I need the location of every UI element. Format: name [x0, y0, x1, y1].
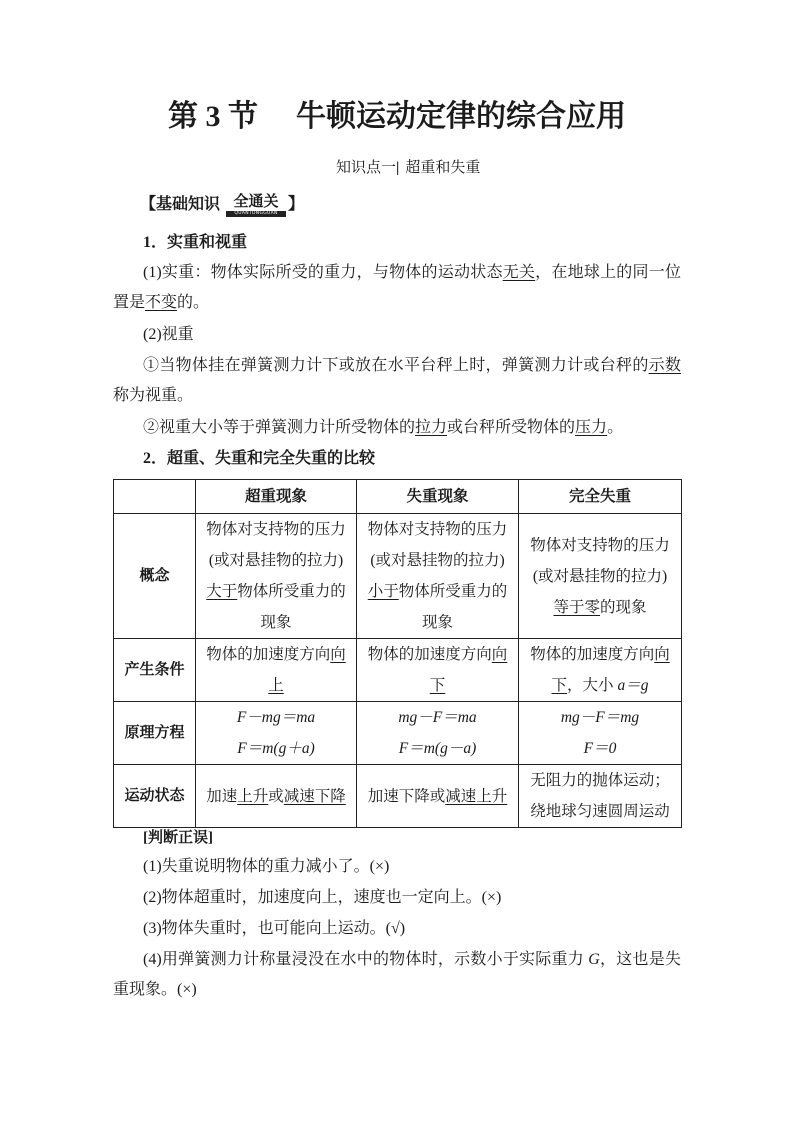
- knowledge-point-label: 知识点一: [336, 160, 397, 176]
- equation-underweight-cell: [357, 702, 519, 765]
- cell-answer: 大于: [206, 583, 238, 600]
- cell-answer: 减速下降: [283, 787, 346, 805]
- cell-formula: mg－F＝ma: [398, 709, 477, 726]
- cell-text: 物体的加速度方向: [206, 646, 331, 663]
- table-row-motion: [114, 765, 682, 828]
- apparent-weight-2-text-2: 或台秤所受物体的: [447, 419, 576, 436]
- cell-formula: F－mg＝ma: [236, 709, 316, 726]
- cell-line: [519, 670, 681, 701]
- comparison-table: [113, 479, 682, 828]
- motion-weightless-cell: [519, 765, 682, 828]
- cell-text: 加速: [206, 787, 238, 805]
- apparent-weight-1-line1: [143, 356, 681, 376]
- concept-underweight-cell: [357, 514, 519, 639]
- knowledge-point-topic: 超重和失重: [405, 160, 481, 176]
- apparent-weight-heading: (2)视重: [143, 326, 194, 343]
- cell-formula: F＝0: [583, 740, 617, 757]
- badge-highlight: 全通关: [233, 194, 279, 210]
- cell-formula: F＝m(g－a): [398, 740, 477, 757]
- real-weight-text-3: 置是: [113, 294, 146, 311]
- cell-formula: F＝m(g＋a): [237, 740, 315, 757]
- concept-weightless-cell: [519, 514, 682, 639]
- judgement-item-2: (2)物体超重时，加速度向上，速度也一定向上。(×): [143, 889, 502, 906]
- apparent-weight-2-answer-1: 拉力: [415, 419, 448, 436]
- apparent-weight-2-answer-2: 压力: [575, 419, 608, 436]
- cell-line: [196, 670, 356, 701]
- row-label-equation: 原理方程: [114, 702, 196, 765]
- knowledge-point-subtitle: [336, 158, 480, 178]
- row-label-condition: 产生条件: [114, 639, 196, 702]
- cell-formula: mg－F＝mg: [560, 709, 640, 726]
- condition-weightless-cell: [519, 639, 682, 702]
- cell-line: [357, 576, 518, 607]
- part1-heading: 1．实重和视重: [143, 234, 248, 251]
- cell-line: [357, 781, 518, 812]
- condition-underweight-cell: [357, 639, 519, 702]
- cell-line: [196, 576, 356, 607]
- judgement-item-4-text: (4)用弹簧测力计称量浸没在水中的物体时，示数小于实际重力: [143, 951, 589, 968]
- table-header-underweight: 失重现象: [357, 480, 519, 514]
- table-row-equation: [114, 702, 682, 765]
- badge-text: 基础知识: [156, 196, 221, 213]
- apparent-weight-2: [143, 418, 623, 438]
- real-weight-answer-2: 不变: [145, 294, 178, 311]
- judgement-item-4-symbol: G: [588, 951, 600, 968]
- concept-overweight-cell: [196, 514, 357, 639]
- table-header-overweight: 超重现象: [196, 480, 357, 514]
- cell-text: 加速下降或: [367, 787, 446, 805]
- apparent-weight-1-line2: 称为视重。: [113, 387, 194, 404]
- real-weight-text-4: 的。: [177, 294, 210, 311]
- cell-answer: 等于零: [553, 598, 600, 616]
- row-label-concept: 概念: [114, 514, 196, 639]
- apparent-weight-2-text-3: 。: [607, 419, 624, 436]
- cell-answer: 上升: [237, 787, 269, 805]
- cell-answer: 向: [654, 646, 670, 663]
- part2-heading: 2．超重、失重和完全失重的比较: [143, 450, 376, 467]
- apparent-weight-2-text: ②视重大小等于弹簧测力计所受物体的: [143, 419, 416, 436]
- cell-line: [196, 781, 356, 812]
- equation-overweight-cell: [196, 702, 357, 765]
- cell-line: (或对悬挂物的拉力): [208, 552, 344, 569]
- cell-line: 现象: [421, 614, 453, 631]
- cell-line: 物体对支持物的压力: [367, 521, 508, 538]
- judgement-item-4-line2: 重现象。(×): [113, 981, 197, 998]
- real-weight-line1: [143, 263, 681, 283]
- real-weight-answer-1: 无关: [502, 264, 536, 281]
- real-weight-line2: [113, 293, 209, 313]
- cell-line: 物体对支持物的压力: [530, 536, 670, 554]
- cell-line: 绕地球匀速圆周运动: [530, 803, 670, 820]
- cell-answer: 减速上升: [445, 787, 508, 805]
- judgement-item-4-text-2: ，这也是失: [599, 951, 681, 968]
- equation-weightless-cell: [519, 702, 682, 765]
- badge-open-bracket: 【: [140, 196, 157, 213]
- real-weight-text-2: ，在地球上的同一位: [535, 264, 681, 281]
- cell-answer: 上: [268, 677, 284, 694]
- cell-text: 或: [268, 787, 284, 805]
- section-name: 牛顿运动定律的综合应用: [296, 100, 626, 133]
- cell-answer: 向: [491, 646, 508, 663]
- badge-pinyin: QUANTONGGUAN: [226, 211, 286, 217]
- real-weight-text: (1)实重：物体实际所受的重力，与物体的运动状态: [143, 264, 503, 281]
- cell-line: [519, 639, 681, 670]
- cell-line: [519, 592, 681, 623]
- judgement-item-4-line1: [143, 950, 681, 970]
- cell-text: 物体所受重力的: [237, 583, 346, 600]
- cell-line: 无阻力的抛体运动；: [530, 772, 670, 789]
- page-title: [0, 97, 794, 137]
- cell-text: 物体的加速度方向: [367, 646, 492, 663]
- cell-line: [357, 670, 518, 701]
- table-row-concept: [114, 514, 682, 639]
- knowledge-point-separator: |: [396, 160, 400, 176]
- judgement-item-3: (3)物体失重时，也可能向上运动。(√): [143, 920, 406, 937]
- cell-formula: a＝g: [617, 677, 649, 694]
- cell-answer: 向: [330, 646, 346, 663]
- cell-line: [196, 639, 356, 670]
- table-row-condition: [114, 639, 682, 702]
- cell-text: ，大小: [567, 677, 618, 694]
- cell-answer: 下: [429, 677, 446, 694]
- cell-text: 物体所受重力的: [398, 583, 508, 600]
- cell-line: (或对悬挂物的拉力): [532, 567, 668, 585]
- cell-text: 物体的加速度方向: [530, 646, 655, 663]
- judgement-item-1: (1)失重说明物体的重力减小了。(×): [143, 858, 390, 875]
- cell-line: 现象: [260, 614, 292, 631]
- table-header-weightless: 完全失重: [519, 480, 682, 514]
- basic-knowledge-badge: [140, 193, 304, 219]
- condition-overweight-cell: [196, 639, 357, 702]
- cell-text: 的现象: [600, 598, 647, 616]
- table-header-corner: [114, 480, 196, 514]
- cell-line: [357, 639, 518, 670]
- apparent-weight-1-answer: 示数: [648, 357, 681, 374]
- cell-line: 物体对支持物的压力: [206, 521, 346, 538]
- cell-answer: 小于: [367, 583, 399, 600]
- table-header-row: [114, 480, 682, 514]
- badge-close-bracket: 】: [288, 196, 305, 213]
- judgement-heading: [判断正误]: [143, 830, 213, 846]
- badge-highlight-box: [226, 193, 286, 217]
- motion-overweight-cell: [196, 765, 357, 828]
- apparent-weight-1-text: ①当物体挂在弹簧测力计下或放在水平台秤上时，弹簧测力计或台秤的: [143, 357, 649, 374]
- cell-line: (或对悬挂物的拉力): [370, 552, 505, 569]
- cell-answer: 下: [551, 677, 568, 694]
- motion-underweight-cell: [357, 765, 519, 828]
- section-number: 第 3 节: [168, 100, 258, 133]
- row-label-motion: 运动状态: [114, 765, 196, 828]
